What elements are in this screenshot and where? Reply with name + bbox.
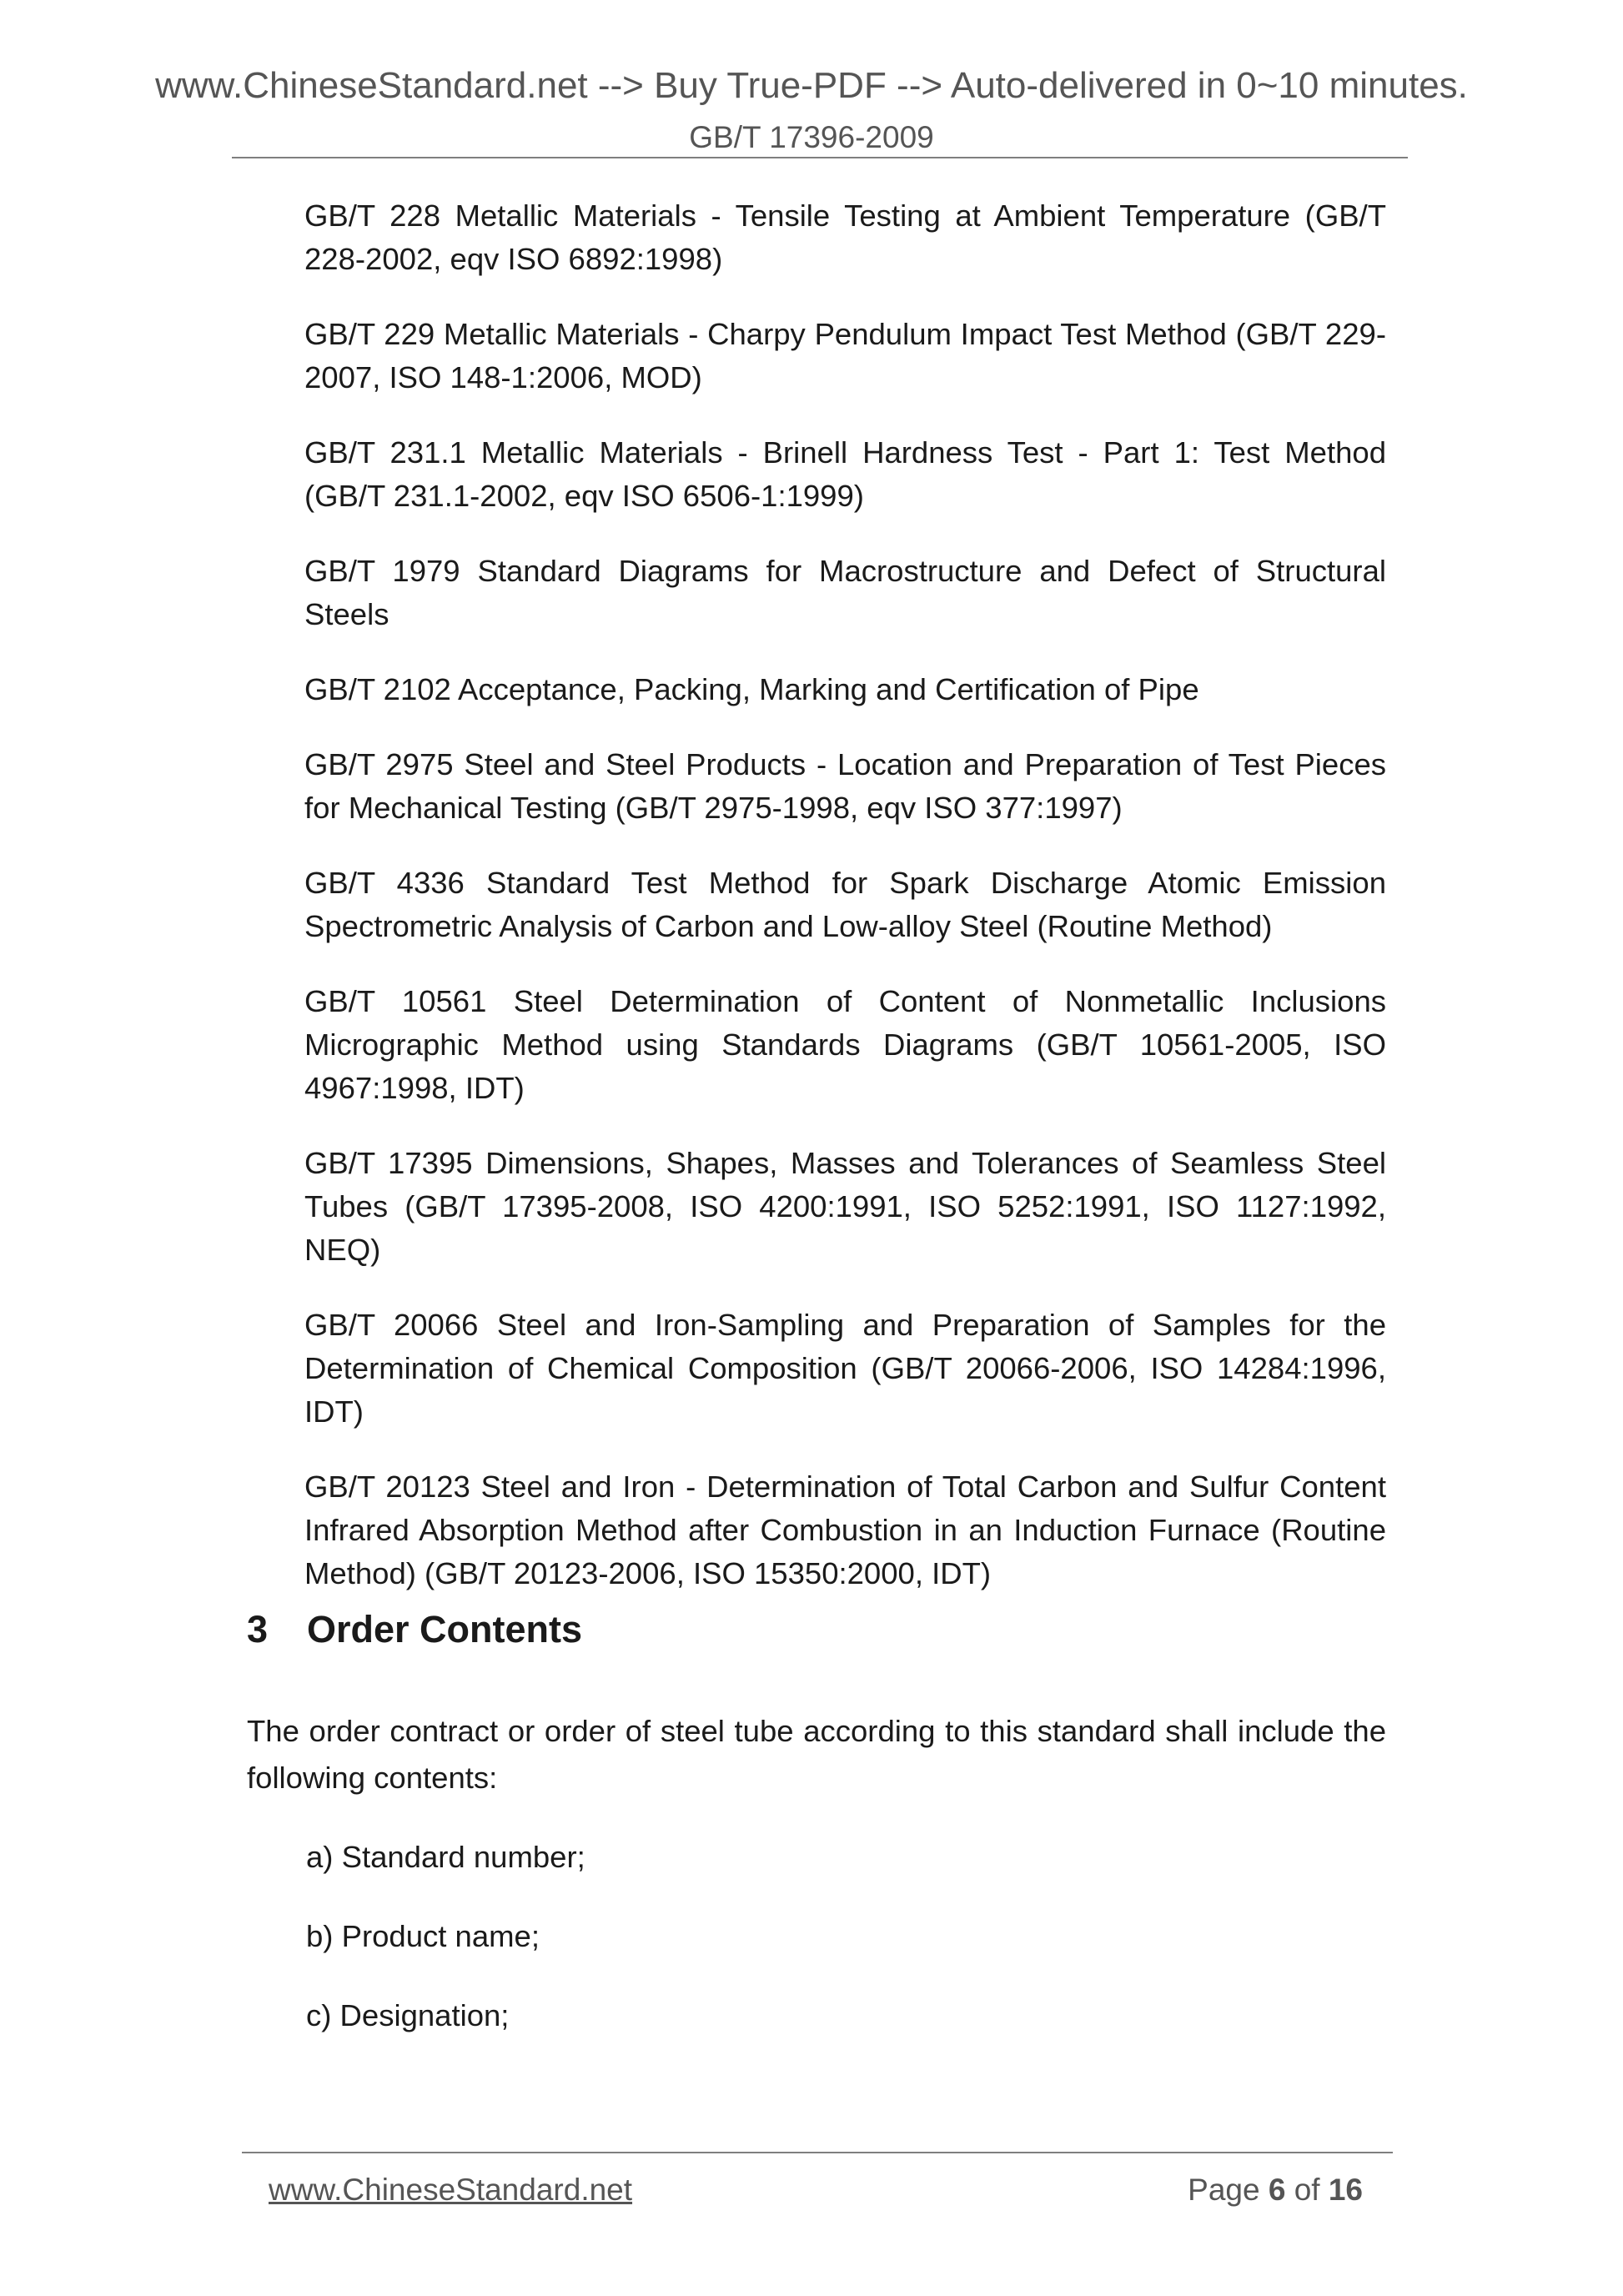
reference-item: GB/T 2975 Steel and Steel Products - Location and Preparation of Test Pieces for Mechanical Testing (GB/T 2975-1998, eqv ISO 377:1997) <box>304 747 1386 825</box>
order-contents-list <box>306 1836 585 2073</box>
section-number: 3 <box>247 1608 269 1650</box>
footer-divider <box>242 2152 1393 2153</box>
header-divider <box>232 157 1408 158</box>
section-title: Order Contents <box>307 1608 583 1650</box>
reference-item: GB/T 10561 Steel Determination of Content of Nonmetallic Inclusions Micrographic Method using Standards Diagrams (GB/T 10561-2005, ISO 4967:1998, IDT) <box>304 984 1386 1105</box>
reference-item: GB/T 20066 Steel and Iron-Sampling and Preparation of Samples for the Determination of Chemical Composition (GB/T 20066-2006, ISO 14284:1996, IDT) <box>304 1308 1386 1429</box>
list-item: c) Designation; <box>306 1998 510 2032</box>
page-total: 16 <box>1328 2173 1363 2207</box>
list-item: b) Product name; <box>306 1919 540 1953</box>
reference-item: GB/T 20123 Steel and Iron - Determination of Total Carbon and Sulfur Content Infrared Absorption Method after Combustion in an Induction Furnace (Routine Method) (GB/T 20123-2006, ISO 15350:2000, IDT) <box>304 1470 1386 1590</box>
reference-item: GB/T 2102 Acceptance, Packing, Marking and Certification of Pipe <box>304 672 1199 706</box>
reference-item: GB/T 229 Metallic Materials - Charpy Pendulum Impact Test Method (GB/T 229-2007, ISO 148-1:2006, MOD) <box>304 317 1386 394</box>
reference-item: GB/T 228 Metallic Materials - Tensile Testing at Ambient Temperature (GB/T 228-2002, eqv ISO 6892:1998) <box>304 198 1386 276</box>
document-id: GB/T 17396-2009 <box>689 120 934 154</box>
reference-item: GB/T 231.1 Metallic Materials - Brinell Hardness Test - Part 1: Test Method (GB/T 231.1-2002, eqv ISO 6506-1:1999) <box>304 435 1386 513</box>
page-of-label: of <box>1294 2173 1320 2207</box>
reference-item: GB/T 17395 Dimensions, Shapes, Masses and Tolerances of Seamless Steel Tubes (GB/T 17395-2008, ISO 4200:1991, ISO 5252:1991, ISO 1127:1992, NEQ) <box>304 1146 1386 1267</box>
reference-item: GB/T 4336 Standard Test Method for Spark Discharge Atomic Emission Spectrometric Analysis of Carbon and Low-alloy Steel (Routine Method) <box>304 866 1386 943</box>
normative-references-list <box>304 194 1386 1627</box>
page-number <box>1188 2173 1363 2208</box>
page-current: 6 <box>1268 2173 1286 2207</box>
footer-website-link[interactable]: www.ChineseStandard.net <box>269 2173 633 2207</box>
list-item: a) Standard number; <box>306 1840 585 1874</box>
page-label: Page <box>1188 2173 1260 2207</box>
section-intro-paragraph: The order contract or order of steel tube according to this standard shall include the following contents: <box>247 1714 1386 1795</box>
section-heading <box>247 1608 582 1651</box>
reference-item: GB/T 1979 Standard Diagrams for Macrostructure and Defect of Structural Steels <box>304 554 1386 631</box>
header-banner: www.ChineseStandard.net --> Buy True-PDF --> Auto-delivered in 0~10 minutes. <box>155 65 1468 106</box>
